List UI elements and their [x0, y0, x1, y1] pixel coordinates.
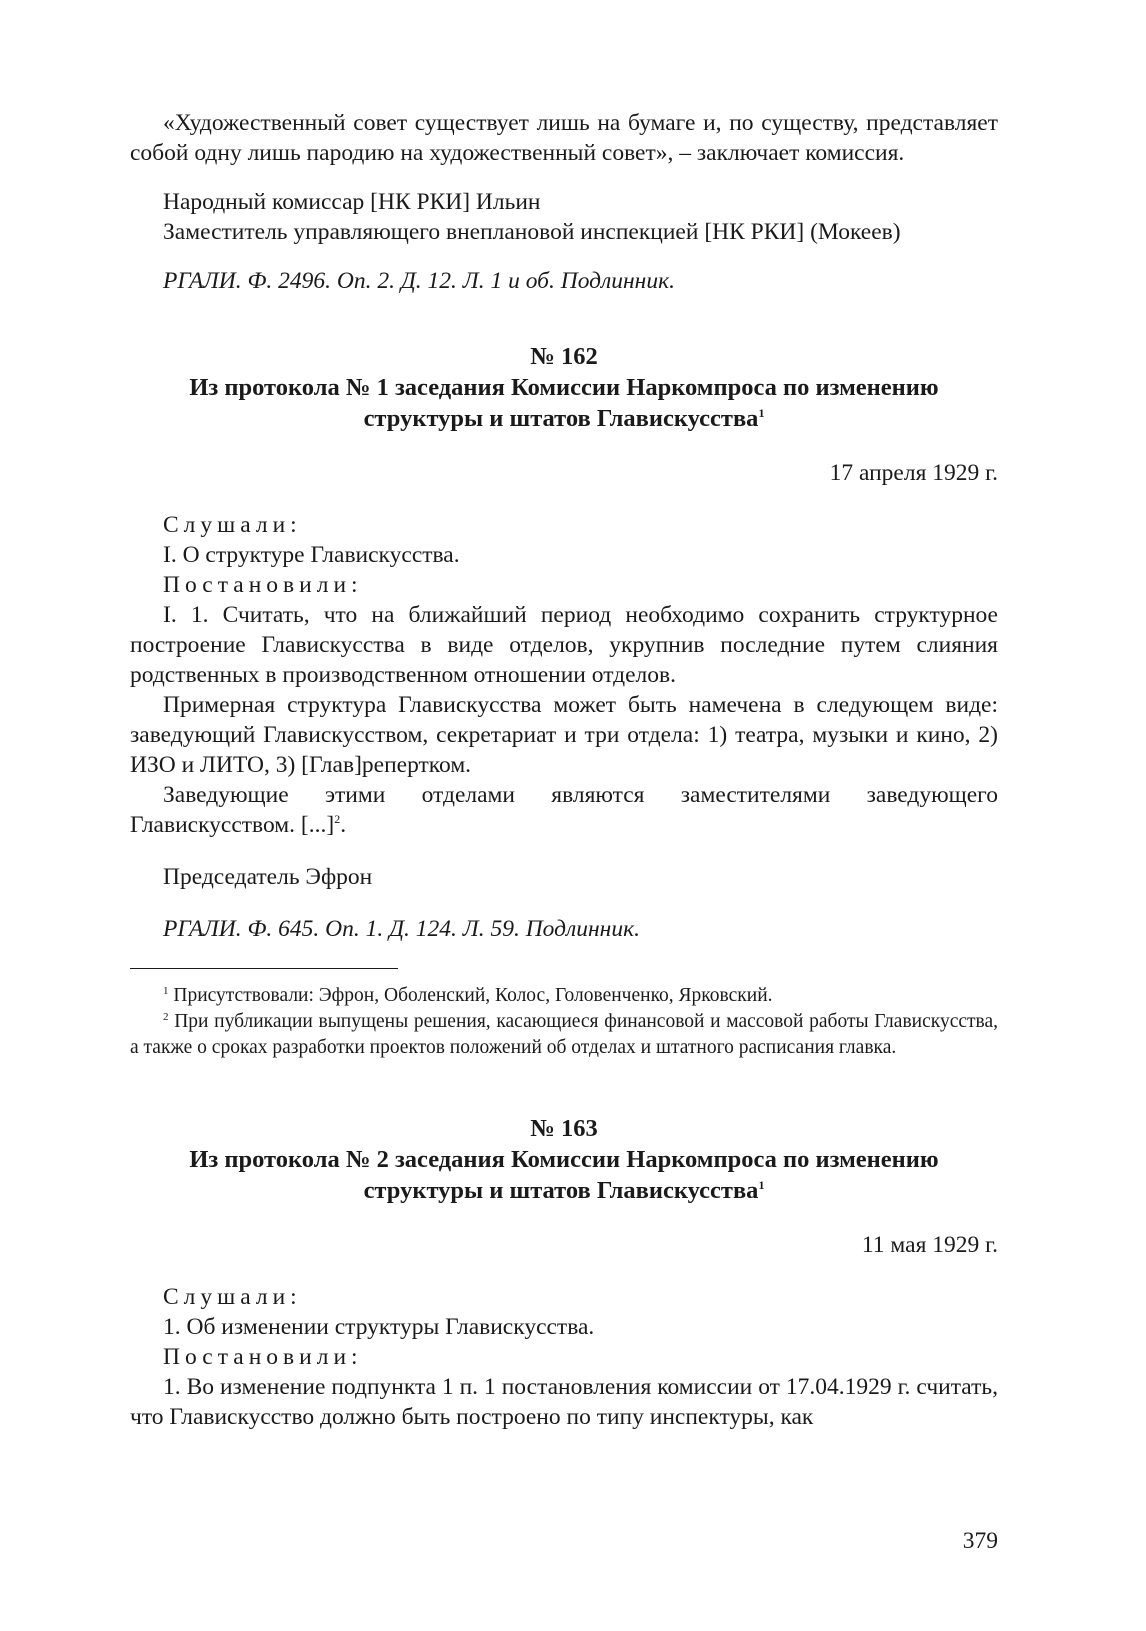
- page-number: 379: [962, 1528, 998, 1554]
- document-title: [130, 372, 998, 434]
- document-date: 17 апреля 1929 г.: [829, 460, 998, 486]
- resolution-paragraph: 1. Во изменение подпункта 1 п. 1 постановления комиссии от 17.04.1929 г. считать, что Главискусство должно быть построено по типу инспектуры, как: [130, 1374, 998, 1430]
- quote-paragraph: «Художественный совет существует лишь на бумаге и, по существу, представляет собой одну лишь пародию на художественный совет», – заключает комиссия.: [130, 110, 998, 166]
- document-date: 11 мая 1929 г.: [861, 1232, 998, 1258]
- footnote-ref: 2: [334, 812, 341, 826]
- footnote-text: При публикации выпущены решения, касающиеся финансовой и массовой работы Главискусства, а также о сроках разработки проектов положений об отделах и штатного расписания главка.: [130, 1011, 999, 1058]
- paragraph-end: .: [340, 812, 347, 838]
- resolution-paragraph: I. 1. Считать, что на ближайший период необходимо сохранить структурное построение Главискусства в виде отделов, укрупнив последние путем слияния родственных в производственном отношении отделов.: [130, 602, 998, 688]
- heard-label: Слушали:: [163, 1284, 302, 1310]
- title-line: Из протокола № 1 заседания Комиссии Наркомпроса по изменению: [189, 374, 939, 401]
- title-line: Из протокола № 2 заседания Комиссии Наркомпроса по изменению: [189, 1146, 939, 1173]
- heard-item: I. О структуре Главискусства.: [163, 542, 460, 568]
- footnote-mark: 2: [163, 1011, 169, 1023]
- footnote-text: Присутствовали: Эфрон, Оболенский, Колос, Головенченко, Ярковский.: [173, 985, 773, 1006]
- chair-signature: Председатель Эфрон: [163, 864, 373, 890]
- paragraph-text: Заведующие этими отделами являются заместителями заведующего Главискусством. [...]: [130, 782, 998, 838]
- archive-source: РГАЛИ. Ф. 645. Оп. 1. Д. 124. Л. 59. Подлинник.: [163, 916, 640, 942]
- title-line: структуры и штатов Главискусства: [363, 405, 759, 432]
- footnote: [130, 1009, 998, 1061]
- resolved-label: Постановили:: [163, 572, 363, 598]
- footnote-mark: 1: [163, 985, 169, 997]
- heard-item: 1. Об изменении структуры Главискусства.: [163, 1314, 595, 1340]
- archive-source: РГАЛИ. Ф. 2496. Оп. 2. Д. 12. Л. 1 и об. Подлинник.: [163, 268, 675, 294]
- document-number: № 163: [530, 1115, 598, 1142]
- resolution-paragraph: Примерная структура Главискусства может быть намечена в следующем виде: заведующий Главискусством, секретариат и три отдела: 1) театра, музыки и кино, 2) ИЗО и ЛИТО, 3) [Глав]репертком.: [130, 692, 998, 778]
- heard-label: Слушали:: [163, 512, 302, 538]
- footnote-ref: 1: [758, 1178, 765, 1192]
- footnote-ref: 1: [758, 406, 765, 420]
- signature-line: Заместитель управляющего внеплановой инспекцией [НК РКИ] (Мокеев): [163, 219, 901, 245]
- signature-line: Народный комиссар [НК РКИ] Ильин: [163, 189, 541, 215]
- title-line: структуры и штатов Главискусства: [363, 1177, 759, 1204]
- resolution-paragraph: [130, 780, 998, 840]
- document-number: № 162: [530, 343, 598, 370]
- document-title: [130, 1144, 998, 1206]
- footnote: [130, 983, 998, 1009]
- document-page: [130, 108, 998, 1432]
- resolved-label: Постановили:: [163, 1344, 363, 1370]
